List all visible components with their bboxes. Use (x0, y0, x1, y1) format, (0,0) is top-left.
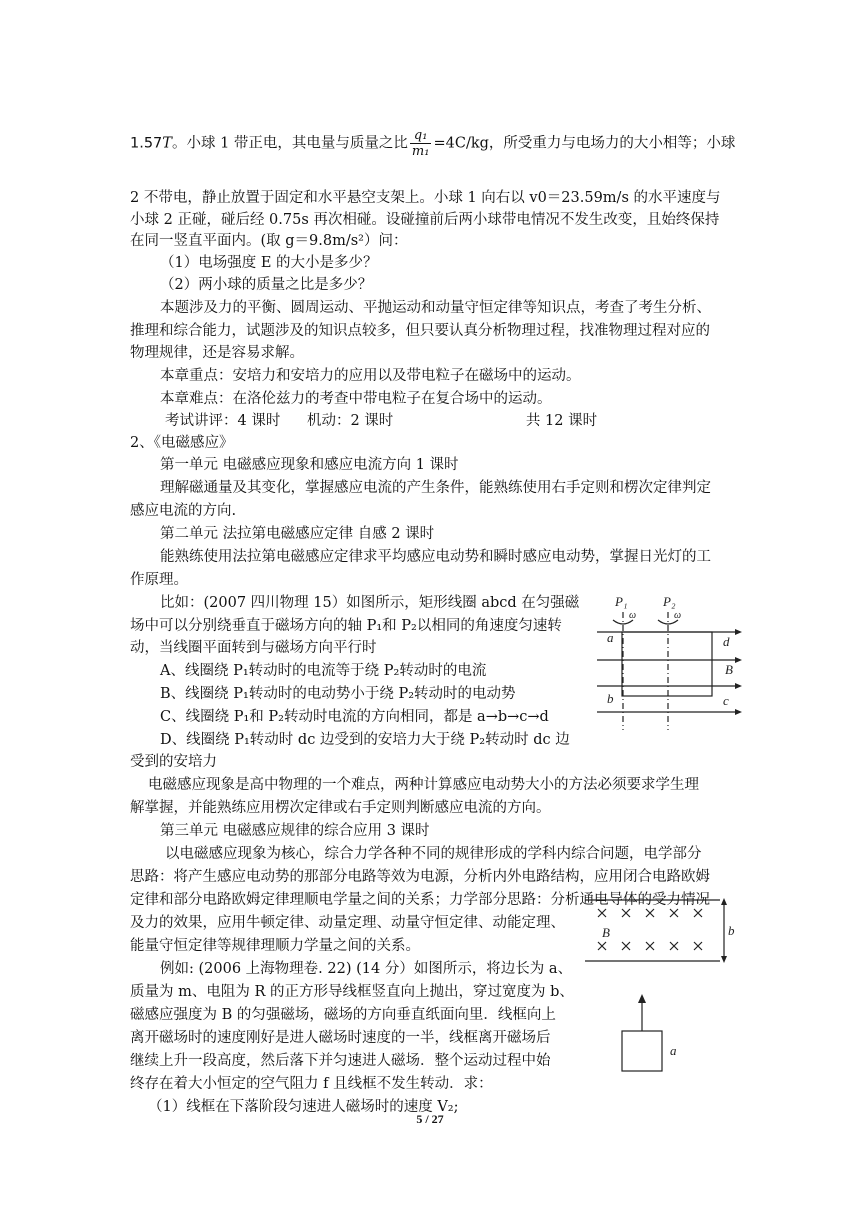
text-line: 电磁感应现象是高中物理的一个难点，两种计算感应电动势大小的方法必须要求学生理 (148, 777, 699, 793)
label-B: B (602, 925, 610, 940)
question-line: （1）电场强度 E 的大小是多少？ (160, 255, 378, 271)
text-line: 场中可以分别绕垂直于磁场方向的轴 P₁和 P₂以相同的角速度匀速转 (130, 618, 562, 634)
text-span: T (162, 135, 172, 152)
text-line: 及力的效果，应用牛顿定律、动量定理、动量守恒定律、动能定理、 (130, 915, 565, 931)
coil-figure (595, 590, 745, 740)
option-b: B、线圈绕 P₁转动时的电动势小于绕 P₂转动时的电动势 (160, 686, 516, 702)
fraction-denominator: m₁ (411, 144, 430, 159)
label-B: B (725, 662, 733, 677)
option-d: D、线圈绕 P₁转动时 dc 边受到的安培力大于绕 P₂转动时 dc 边 (160, 732, 570, 748)
text-line: 质量为 m、电阻为 R 的正方形导线框竖直向上抛出，穿过宽度为 b、 (130, 984, 574, 1000)
text-line: 本章重点：安培力和安培力的应用以及带电粒子在磁场中的运动。 (160, 368, 581, 384)
text-line: 比如：(2007 四川物理 15）如图所示，矩形线圈 abcd 在匀强磁 (160, 595, 580, 611)
section-heading: 2、《电磁感应》 (130, 435, 234, 451)
label-a: a (607, 630, 614, 645)
text-line: 动，当线圈平面转到与磁场方向平行时 (130, 640, 377, 656)
text-line: 能量守恒定律等规律理顺力学量之间的关系。 (130, 938, 420, 954)
text-line: 感应电流的方向. (130, 503, 237, 519)
fraction (410, 128, 432, 159)
page-number: 5 / 27 (416, 1112, 444, 1126)
text-span: 机动：2 课时 (306, 413, 394, 429)
unit-heading: 第三单元 电磁感应规律的综合应用 3 课时 (160, 823, 430, 839)
fraction-numerator: q₁ (410, 128, 432, 144)
text-line: 作原理。 (130, 572, 188, 588)
text-line: 解掌握，并能熟练应用楞次定律或右手定则判断感应电流的方向。 (130, 800, 551, 816)
option-d-cont: 受到的安培力 (130, 754, 217, 770)
text-line (130, 128, 735, 159)
hours-line (165, 411, 597, 431)
text-line: 继续上升一段高度，然后落下并匀速进人磁场．整个运动过程中始 (130, 1053, 551, 1069)
label-b: b (728, 923, 735, 938)
text-span: 考试讲评：4 课时 (165, 413, 281, 429)
label-b: b (607, 691, 614, 706)
label-omega2: ω (674, 610, 682, 621)
text-line: 本题涉及力的平衡、圆周运动、平抛运动和动量守恒定律等知识点，考查了考生分析、 (160, 300, 711, 316)
text-line: 以电磁感应现象为核心，综合力学各种不同的规律形成的学科内综合问题，电学部分 (165, 846, 702, 862)
label-c: c (723, 693, 729, 708)
option-a: A、线圈绕 P₁转动时的电流等于绕 P₂转动时的电流 (160, 663, 487, 679)
label-omega1: ω (629, 610, 637, 621)
text-line: 思路：将产生感应电动势的那部分电路等效为电源，分析内外电路结构，应用闭合电路欧姆 (130, 869, 710, 885)
text-line: 理解磁通量及其变化，掌握感应电流的产生条件，能熟练使用右手定则和楞次定律判定 (160, 480, 711, 496)
question-line: （2）两小球的质量之比是多少？ (160, 277, 373, 293)
text-line: 磁感应强度为 B 的匀强磁场，磁场的方向垂直纸面向里．线框向上 (130, 1007, 556, 1023)
text-line: 离开磁场时的速度刚好是进人磁场时速度的一半，线框离开磁场后 (130, 1030, 551, 1046)
text-line: 例如: (2006 上海物理卷. 22) (14 分）如图所示，将边长为 a、 (160, 961, 573, 977)
text-span: =4C/kg，所受重力与电场力的大小相等；小球 (433, 135, 736, 152)
text-line: 终存在着大小恒定的空气阻力 f 且线框不发生转动．求： (130, 1076, 493, 1092)
unit-heading: 第一单元 电磁感应现象和感应电流方向 1 课时 (160, 457, 459, 473)
text-line: 定律和部分电路欧姆定律理顺电学量之间的关系；力学部分思路：分析通电导体的受力情况 (130, 892, 710, 908)
label-p2: P₂ (663, 594, 676, 609)
text-line: 能熟练使用法拉第电磁感应定律求平均感应电动势和瞬时感应电动势，掌握日光灯的工 (160, 549, 711, 565)
label-d: d (723, 634, 730, 649)
question-line: （1）线框在下落阶段匀速进人磁场时的速度 V₂; (148, 1099, 459, 1115)
text-span: 。小球 1 带正电，其电量与质量之比 (171, 135, 408, 152)
label-p1: P₁ (615, 594, 628, 609)
text-span: 1.57 (130, 135, 163, 152)
option-c: C、线圈绕 P₁和 P₂转动时电流的方向相同，都是 a→b→c→d (160, 709, 549, 725)
frame-field-figure (580, 895, 750, 1105)
text-line: 本章难点：在洛伦兹力的考查中带电粒子在复合场中的运动。 (160, 391, 552, 407)
unit-heading: 第二单元 法拉第电磁感应定律 自感 2 课时 (160, 526, 435, 542)
text-line: 推理和综合能力，试题涉及的知识点较多，但只要认真分析物理过程，找准物理过程对应的 (130, 323, 710, 339)
text-span: 共 12 课时 (525, 413, 598, 429)
text-line: 2 不带电，静止放置于固定和水平悬空支架上。小球 1 向右以 v0＝23.59m/s 的水平速度与 (130, 190, 721, 206)
label-a: a (670, 1043, 677, 1058)
text-line: 在同一竖直平面内。(取 g＝9.8m/s²）问： (130, 233, 408, 249)
text-line: 小球 2 正碰，碰后经 0.75s 再次相碰。设碰撞前后两小球带电情况不发生改变，且始终保持 (130, 212, 720, 228)
text-line: 物理规律，还是容易求解。 (130, 345, 304, 361)
